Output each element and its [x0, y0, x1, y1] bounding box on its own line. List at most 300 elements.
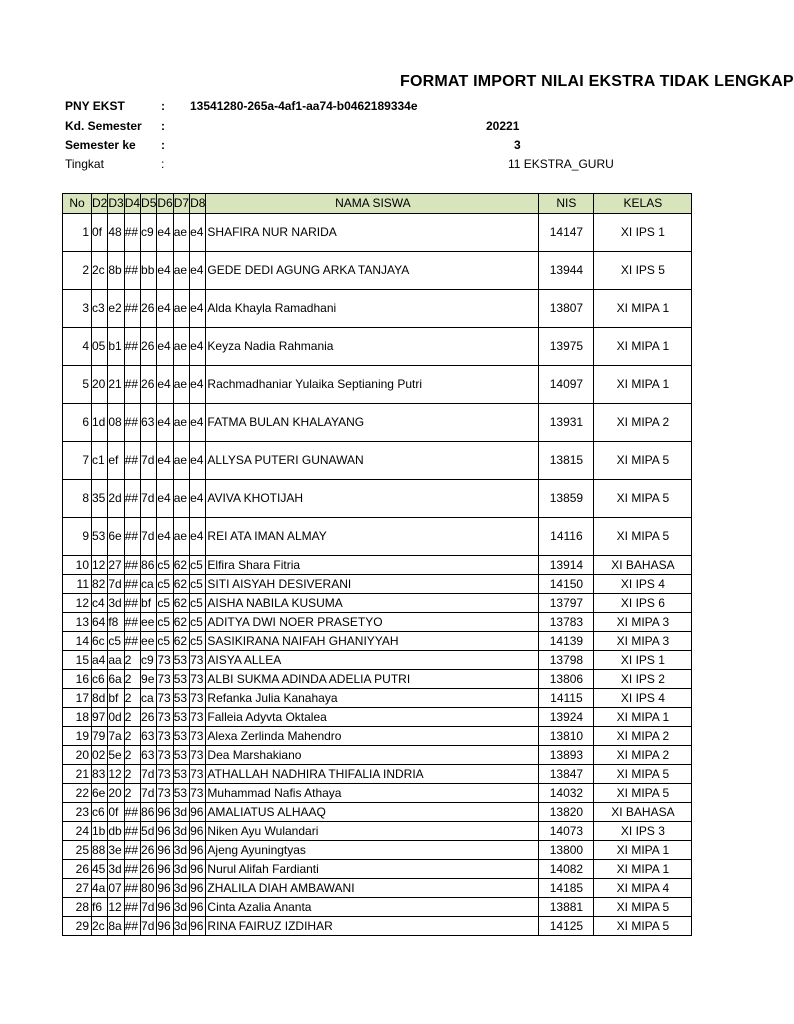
cell-no: 29 — [63, 917, 92, 936]
meta-tingkat-row — [0, 157, 768, 176]
cell-d8: c5 — [190, 613, 206, 632]
table-row — [63, 252, 692, 290]
cell-d6: e4 — [157, 328, 173, 366]
cell-nama-siswa: ATHALLAH NADHIRA THIFALIA INDRIA — [206, 765, 539, 784]
cell-d2: 02 — [92, 746, 108, 765]
cell-no: 10 — [63, 556, 92, 575]
cell-d4: ## — [124, 290, 140, 328]
cell-no: 9 — [63, 518, 92, 556]
cell-d2: 6e — [92, 784, 108, 803]
cell-nis: 14073 — [539, 822, 594, 841]
cell-kelas: XI MIPA 5 — [594, 898, 692, 917]
cell-d7: 53 — [173, 765, 189, 784]
cell-d3: 8b — [108, 252, 124, 290]
cell-nama-siswa: REI ATA IMAN ALMAY — [206, 518, 539, 556]
meta-pny-ekst-value: 13541280-265a-4af1-aa74-b0462189334e — [190, 99, 418, 113]
cell-nama-siswa: GEDE DEDI AGUNG ARKA TANJAYA — [206, 252, 539, 290]
cell-nama-siswa: ZHALILA DIAH AMBAWANI — [206, 879, 539, 898]
cell-d6: 73 — [157, 651, 173, 670]
cell-d4: ## — [124, 803, 140, 822]
cell-d3: 07 — [108, 879, 124, 898]
cell-d6: 73 — [157, 689, 173, 708]
cell-d3: 48 — [108, 214, 124, 252]
cell-d2: 45 — [92, 860, 108, 879]
cell-no: 13 — [63, 613, 92, 632]
cell-d5: ee — [141, 632, 157, 651]
cell-d6: 73 — [157, 784, 173, 803]
table-row — [63, 575, 692, 594]
cell-d3: bf — [108, 689, 124, 708]
cell-nama-siswa: FATMA BULAN KHALAYANG — [206, 404, 539, 442]
table-row — [63, 727, 692, 746]
table-row — [63, 442, 692, 480]
cell-d3: 3d — [108, 860, 124, 879]
cell-d8: 96 — [190, 822, 206, 841]
cell-d5: 7d — [141, 480, 157, 518]
cell-d2: 20 — [92, 366, 108, 404]
cell-nis: 13931 — [539, 404, 594, 442]
cell-d2: c1 — [92, 442, 108, 480]
cell-d5: 5d — [141, 822, 157, 841]
cell-d8: 73 — [190, 708, 206, 727]
cell-d7: ae — [173, 404, 189, 442]
cell-kelas: XI MIPA 2 — [594, 727, 692, 746]
cell-d4: ## — [124, 860, 140, 879]
table-row — [63, 822, 692, 841]
cell-nama-siswa: AISYA ALLEA — [206, 651, 539, 670]
cell-d4: ## — [124, 575, 140, 594]
cell-no: 15 — [63, 651, 92, 670]
cell-d6: 96 — [157, 879, 173, 898]
cell-d6: e4 — [157, 442, 173, 480]
cell-d3: ef — [108, 442, 124, 480]
cell-no: 3 — [63, 290, 92, 328]
table-row — [63, 670, 692, 689]
cell-d8: c5 — [190, 575, 206, 594]
cell-kelas: XI MIPA 2 — [594, 404, 692, 442]
cell-kelas: XI BAHASA — [594, 556, 692, 575]
cell-kelas: XI MIPA 5 — [594, 480, 692, 518]
cell-nama-siswa: Alexa Zerlinda Mahendro — [206, 727, 539, 746]
cell-d2: 88 — [92, 841, 108, 860]
cell-kelas: XI IPS 6 — [594, 594, 692, 613]
cell-kelas: XI MIPA 1 — [594, 708, 692, 727]
cell-nama-siswa: Falleia Adyvta Oktalea — [206, 708, 539, 727]
cell-d5: 80 — [141, 879, 157, 898]
cell-kelas: XI IPS 1 — [594, 214, 692, 252]
cell-d7: 62 — [173, 556, 189, 575]
cell-nama-siswa: Rachmadhaniar Yulaika Septianing Putri — [206, 366, 539, 404]
cell-d3: e2 — [108, 290, 124, 328]
cell-d5: 63 — [141, 404, 157, 442]
cell-d8: e4 — [190, 404, 206, 442]
column-header-d8: D8 — [190, 194, 206, 214]
cell-nis: 13815 — [539, 442, 594, 480]
cell-d4: ## — [124, 822, 140, 841]
meta-kd-semester-row — [0, 119, 768, 138]
cell-d5: 7d — [141, 784, 157, 803]
cell-kelas: XI MIPA 3 — [594, 632, 692, 651]
cell-d8: 73 — [190, 651, 206, 670]
cell-nis: 14150 — [539, 575, 594, 594]
table-row — [63, 879, 692, 898]
cell-d7: ae — [173, 328, 189, 366]
cell-d5: 63 — [141, 746, 157, 765]
cell-d4: ## — [124, 917, 140, 936]
meta-kd-semester-label: Kd. Semester — [65, 119, 142, 133]
cell-kelas: XI IPS 4 — [594, 575, 692, 594]
cell-d6: 96 — [157, 917, 173, 936]
cell-kelas: XI MIPA 5 — [594, 917, 692, 936]
cell-d5: c9 — [141, 651, 157, 670]
cell-d3: 08 — [108, 404, 124, 442]
cell-no: 17 — [63, 689, 92, 708]
cell-nis: 13800 — [539, 841, 594, 860]
cell-d5: 63 — [141, 727, 157, 746]
cell-d7: ae — [173, 518, 189, 556]
cell-d2: c4 — [92, 594, 108, 613]
cell-d7: 3d — [173, 860, 189, 879]
cell-d7: 53 — [173, 784, 189, 803]
cell-no: 14 — [63, 632, 92, 651]
cell-kelas: XI MIPA 5 — [594, 765, 692, 784]
cell-d2: f6 — [92, 898, 108, 917]
cell-nis: 13806 — [539, 670, 594, 689]
cell-d3: 12 — [108, 765, 124, 784]
cell-d6: c5 — [157, 613, 173, 632]
cell-no: 16 — [63, 670, 92, 689]
cell-d7: 3d — [173, 917, 189, 936]
table-row — [63, 632, 692, 651]
cell-d2: 12 — [92, 556, 108, 575]
cell-d7: 53 — [173, 708, 189, 727]
cell-d6: c5 — [157, 556, 173, 575]
cell-nis: 14116 — [539, 518, 594, 556]
column-header-nis: NIS — [539, 194, 594, 214]
cell-d5: 7d — [141, 442, 157, 480]
cell-d8: e4 — [190, 290, 206, 328]
cell-nis: 13783 — [539, 613, 594, 632]
cell-no: 2 — [63, 252, 92, 290]
cell-d4: ## — [124, 594, 140, 613]
table-row — [63, 613, 692, 632]
table-row — [63, 708, 692, 727]
cell-nis: 14032 — [539, 784, 594, 803]
cell-d4: ## — [124, 879, 140, 898]
cell-d2: c6 — [92, 803, 108, 822]
table-row — [63, 689, 692, 708]
meta-semester-ke-colon: : — [161, 138, 165, 152]
cell-d2: 2c — [92, 917, 108, 936]
table-row — [63, 214, 692, 252]
cell-d8: c5 — [190, 594, 206, 613]
cell-nama-siswa: ADITYA DWI NOER PRASETYO — [206, 613, 539, 632]
cell-d3: f8 — [108, 613, 124, 632]
cell-kelas: XI BAHASA — [594, 803, 692, 822]
cell-d5: ca — [141, 689, 157, 708]
cell-d7: ae — [173, 366, 189, 404]
table-row — [63, 841, 692, 860]
cell-d4: 2 — [124, 727, 140, 746]
column-header-nama-siswa: NAMA SISWA — [206, 194, 539, 214]
cell-nis: 13847 — [539, 765, 594, 784]
cell-d2: c3 — [92, 290, 108, 328]
cell-d6: e4 — [157, 214, 173, 252]
cell-d4: ## — [124, 632, 140, 651]
cell-kelas: XI IPS 5 — [594, 252, 692, 290]
cell-d3: 21 — [108, 366, 124, 404]
table-row — [63, 366, 692, 404]
meta-pny-ekst-colon: : — [161, 99, 165, 113]
meta-kd-semester-value: 20221 — [486, 119, 520, 133]
cell-d6: e4 — [157, 252, 173, 290]
cell-no: 11 — [63, 575, 92, 594]
cell-nama-siswa: ALBI SUKMA ADINDA ADELIA PUTRI — [206, 670, 539, 689]
cell-kelas: XI MIPA 1 — [594, 860, 692, 879]
cell-d7: 62 — [173, 632, 189, 651]
table-row — [63, 898, 692, 917]
meta-pny-ekst-label: PNY EKST — [65, 99, 125, 113]
cell-d8: 73 — [190, 765, 206, 784]
cell-nama-siswa: Dea Marshakiano — [206, 746, 539, 765]
cell-nama-siswa: ALLYSA PUTERI GUNAWAN — [206, 442, 539, 480]
cell-nis: 13944 — [539, 252, 594, 290]
cell-no: 20 — [63, 746, 92, 765]
cell-d6: 96 — [157, 860, 173, 879]
cell-nama-siswa: Elfira Shara Fitria — [206, 556, 539, 575]
cell-d4: 2 — [124, 708, 140, 727]
cell-d4: ## — [124, 328, 140, 366]
cell-d8: 73 — [190, 670, 206, 689]
cell-d5: ee — [141, 613, 157, 632]
cell-d5: 26 — [141, 860, 157, 879]
cell-d7: 53 — [173, 670, 189, 689]
cell-d8: 96 — [190, 860, 206, 879]
cell-nis: 14147 — [539, 214, 594, 252]
meta-kd-semester-colon: : — [161, 119, 165, 133]
cell-d7: ae — [173, 290, 189, 328]
cell-d3: 8a — [108, 917, 124, 936]
cell-d8: e4 — [190, 252, 206, 290]
cell-d4: ## — [124, 898, 140, 917]
cell-d3: 7d — [108, 575, 124, 594]
cell-d4: ## — [124, 366, 140, 404]
cell-d3: 7a — [108, 727, 124, 746]
cell-d5: 7d — [141, 518, 157, 556]
cell-d6: e4 — [157, 518, 173, 556]
cell-d2: 64 — [92, 613, 108, 632]
cell-no: 7 — [63, 442, 92, 480]
cell-d4: ## — [124, 841, 140, 860]
meta-tingkat-colon: : — [161, 157, 165, 171]
table-row — [63, 746, 692, 765]
cell-d2: 53 — [92, 518, 108, 556]
cell-no: 23 — [63, 803, 92, 822]
meta-tingkat-label: Tingkat — [65, 157, 104, 171]
cell-d4: 2 — [124, 746, 140, 765]
cell-nis: 13924 — [539, 708, 594, 727]
cell-d8: e4 — [190, 442, 206, 480]
cell-d6: 73 — [157, 746, 173, 765]
cell-no: 18 — [63, 708, 92, 727]
cell-d3: 20 — [108, 784, 124, 803]
cell-d6: e4 — [157, 366, 173, 404]
cell-d5: bf — [141, 594, 157, 613]
cell-nis: 13807 — [539, 290, 594, 328]
cell-kelas: XI IPS 1 — [594, 651, 692, 670]
cell-nama-siswa: AMALIATUS ALHAAQ — [206, 803, 539, 822]
cell-d4: 2 — [124, 689, 140, 708]
cell-nis: 14082 — [539, 860, 594, 879]
cell-kelas: XI MIPA 1 — [594, 328, 692, 366]
cell-d4: ## — [124, 442, 140, 480]
cell-d5: 26 — [141, 328, 157, 366]
column-header-d2: D2 — [92, 194, 108, 214]
cell-nis: 14139 — [539, 632, 594, 651]
cell-d6: 73 — [157, 708, 173, 727]
cell-d8: e4 — [190, 214, 206, 252]
cell-d8: c5 — [190, 632, 206, 651]
cell-kelas: XI MIPA 5 — [594, 518, 692, 556]
cell-no: 12 — [63, 594, 92, 613]
cell-d4: ## — [124, 404, 140, 442]
cell-d2: 05 — [92, 328, 108, 366]
cell-d5: 26 — [141, 841, 157, 860]
page-title: FORMAT IMPORT NILAI EKSTRA TIDAK LENGKAP — [400, 73, 794, 90]
cell-no: 5 — [63, 366, 92, 404]
cell-no: 27 — [63, 879, 92, 898]
cell-nis: 13820 — [539, 803, 594, 822]
cell-d7: 3d — [173, 879, 189, 898]
cell-d7: 3d — [173, 803, 189, 822]
cell-kelas: XI MIPA 5 — [594, 442, 692, 480]
table-row — [63, 290, 692, 328]
cell-nis: 13798 — [539, 651, 594, 670]
cell-nama-siswa: Ajeng Ayuningtyas — [206, 841, 539, 860]
cell-no: 25 — [63, 841, 92, 860]
table-row — [63, 480, 692, 518]
column-header-d4: D4 — [124, 194, 140, 214]
cell-d5: 86 — [141, 803, 157, 822]
cell-d8: 96 — [190, 841, 206, 860]
cell-d6: c5 — [157, 632, 173, 651]
cell-nis: 13810 — [539, 727, 594, 746]
cell-d6: 96 — [157, 841, 173, 860]
cell-nama-siswa: AVIVA KHOTIJAH — [206, 480, 539, 518]
cell-d5: 26 — [141, 290, 157, 328]
cell-d2: a4 — [92, 651, 108, 670]
cell-d8: 96 — [190, 898, 206, 917]
cell-d3: 3d — [108, 594, 124, 613]
cell-d6: 73 — [157, 765, 173, 784]
cell-d8: e4 — [190, 328, 206, 366]
cell-d2: 97 — [92, 708, 108, 727]
cell-d8: 96 — [190, 917, 206, 936]
meta-semester-ke-row — [0, 138, 768, 157]
cell-d4: ## — [124, 214, 140, 252]
cell-d3: 5e — [108, 746, 124, 765]
cell-d2: 35 — [92, 480, 108, 518]
cell-kelas: XI IPS 3 — [594, 822, 692, 841]
cell-d5: 9e — [141, 670, 157, 689]
cell-d6: 96 — [157, 822, 173, 841]
table-row — [63, 917, 692, 936]
cell-d8: 96 — [190, 879, 206, 898]
cell-d4: 2 — [124, 651, 140, 670]
cell-d5: 7d — [141, 898, 157, 917]
cell-d5: 26 — [141, 708, 157, 727]
cell-d8: 73 — [190, 784, 206, 803]
cell-kelas: XI MIPA 2 — [594, 746, 692, 765]
column-header-d5: D5 — [141, 194, 157, 214]
table-row — [63, 594, 692, 613]
cell-nama-siswa: AISHA NABILA KUSUMA — [206, 594, 539, 613]
cell-d8: e4 — [190, 480, 206, 518]
cell-d5: 86 — [141, 556, 157, 575]
column-header-d3: D3 — [108, 194, 124, 214]
cell-d3: 27 — [108, 556, 124, 575]
cell-d3: b1 — [108, 328, 124, 366]
cell-kelas: XI MIPA 1 — [594, 841, 692, 860]
cell-no: 26 — [63, 860, 92, 879]
cell-d2: 4a — [92, 879, 108, 898]
cell-d8: 73 — [190, 727, 206, 746]
cell-d3: 6e — [108, 518, 124, 556]
cell-d7: ae — [173, 442, 189, 480]
cell-d7: 53 — [173, 651, 189, 670]
cell-d4: ## — [124, 480, 140, 518]
cell-d5: bb — [141, 252, 157, 290]
cell-d7: 62 — [173, 575, 189, 594]
cell-kelas: XI MIPA 4 — [594, 879, 692, 898]
cell-no: 21 — [63, 765, 92, 784]
table-row — [63, 765, 692, 784]
cell-d3: 0d — [108, 708, 124, 727]
cell-d8: e4 — [190, 518, 206, 556]
cell-nis: 13914 — [539, 556, 594, 575]
cell-no: 6 — [63, 404, 92, 442]
cell-nama-siswa: Keyza Nadia Rahmania — [206, 328, 539, 366]
column-header-d7: D7 — [173, 194, 189, 214]
cell-d8: 73 — [190, 746, 206, 765]
meta-semester-ke-label: Semester ke — [65, 138, 136, 152]
cell-d2: 2c — [92, 252, 108, 290]
cell-no: 22 — [63, 784, 92, 803]
cell-nama-siswa: RINA FAIRUZ IZDIHAR — [206, 917, 539, 936]
cell-d7: ae — [173, 214, 189, 252]
cell-d6: e4 — [157, 290, 173, 328]
cell-d5: 7d — [141, 765, 157, 784]
cell-d5: ca — [141, 575, 157, 594]
column-header-kelas: KELAS — [594, 194, 692, 214]
cell-d5: 26 — [141, 366, 157, 404]
cell-d6: 96 — [157, 803, 173, 822]
cell-d2: 79 — [92, 727, 108, 746]
meta-semester-ke-value: 3 — [514, 138, 521, 152]
cell-nama-siswa: Nurul Alifah Fardianti — [206, 860, 539, 879]
cell-d2: c6 — [92, 670, 108, 689]
column-header-d6: D6 — [157, 194, 173, 214]
cell-d7: 62 — [173, 594, 189, 613]
cell-nama-siswa: SHAFIRA NUR NARIDA — [206, 214, 539, 252]
table-row — [63, 328, 692, 366]
table-row — [63, 651, 692, 670]
cell-kelas: XI MIPA 5 — [594, 784, 692, 803]
cell-d7: 3d — [173, 898, 189, 917]
cell-d6: c5 — [157, 594, 173, 613]
cell-d4: ## — [124, 556, 140, 575]
cell-kelas: XI MIPA 1 — [594, 366, 692, 404]
